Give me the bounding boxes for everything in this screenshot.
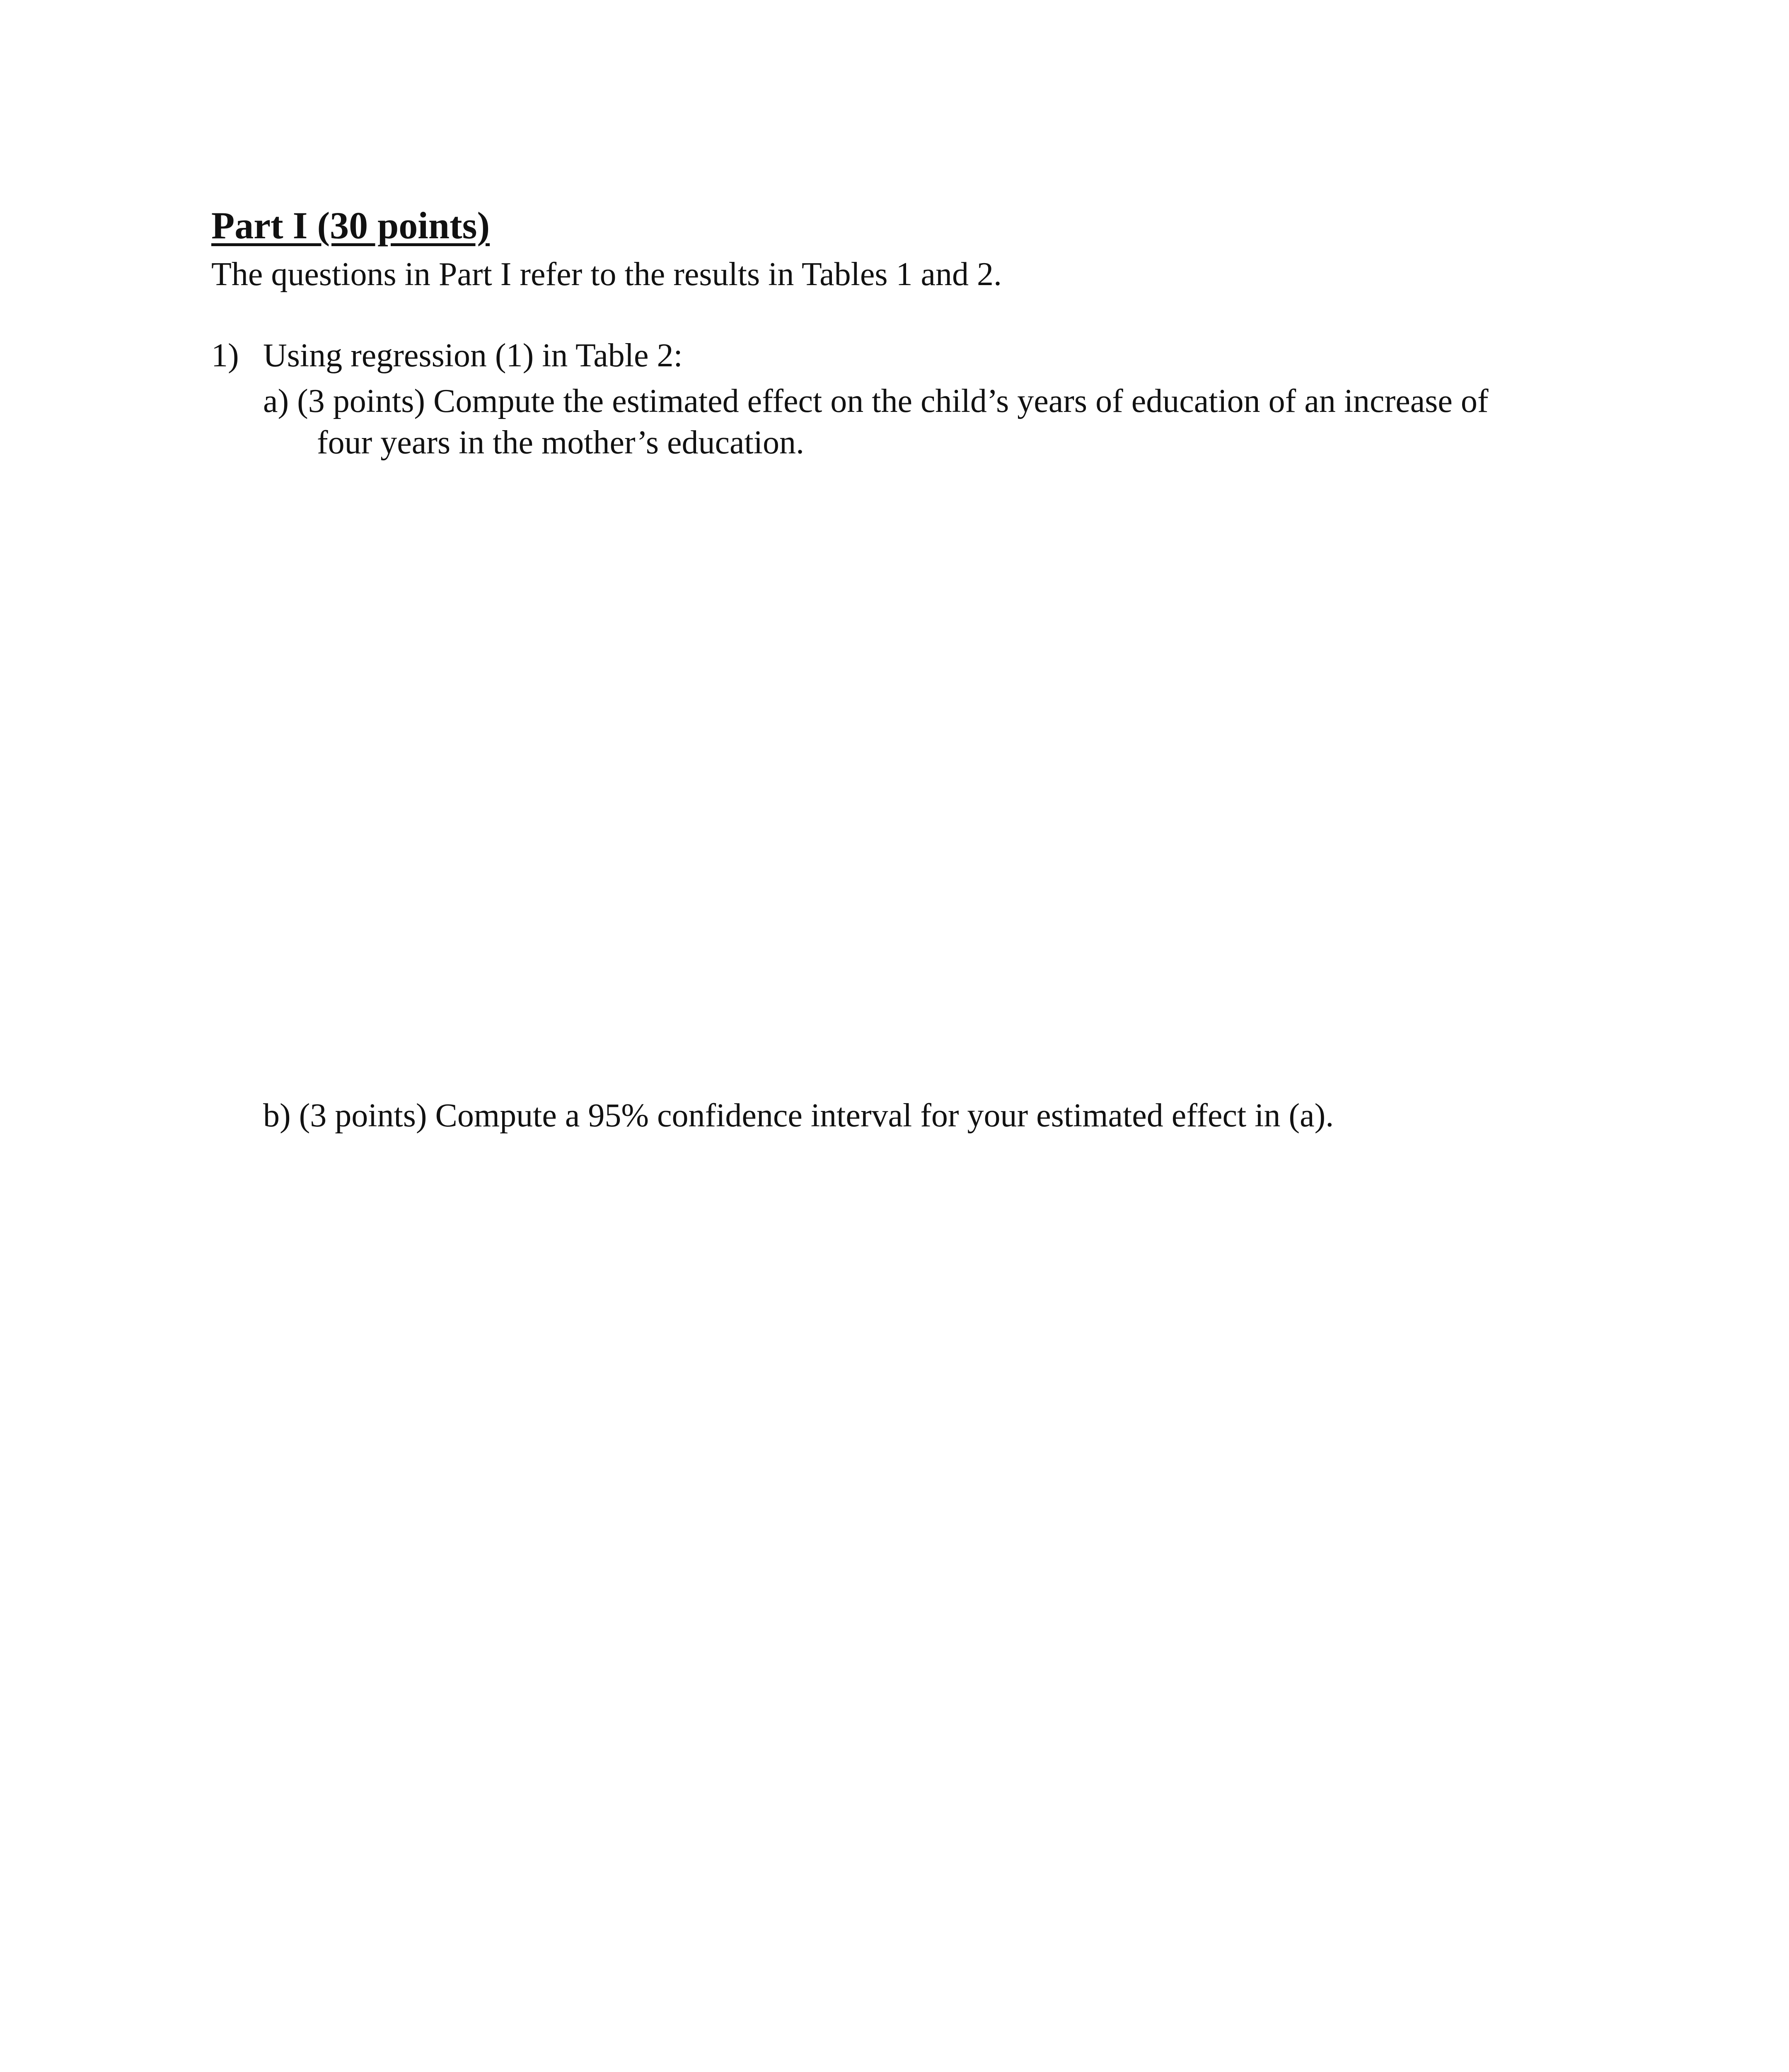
question-1a (263, 380, 1622, 463)
part-title: Part I (30 points) (211, 204, 490, 247)
question-1a-line-2: four years in the mother’s education. (317, 424, 804, 461)
question-1 (211, 339, 683, 372)
question-1-number: 1) (211, 337, 239, 374)
part-intro: The questions in Part I refer to the results in Tables 1 and 2. (211, 256, 1002, 293)
question-1b: b) (3 points) Compute a 95% confidence interval for your estimated effect in (a). (263, 1097, 1334, 1134)
question-1-text: Using regression (1) in Table 2: (263, 337, 683, 374)
question-1a-line-1: a) (3 points) Compute the estimated effect on the child’s years of education of an increase of (263, 383, 1489, 419)
